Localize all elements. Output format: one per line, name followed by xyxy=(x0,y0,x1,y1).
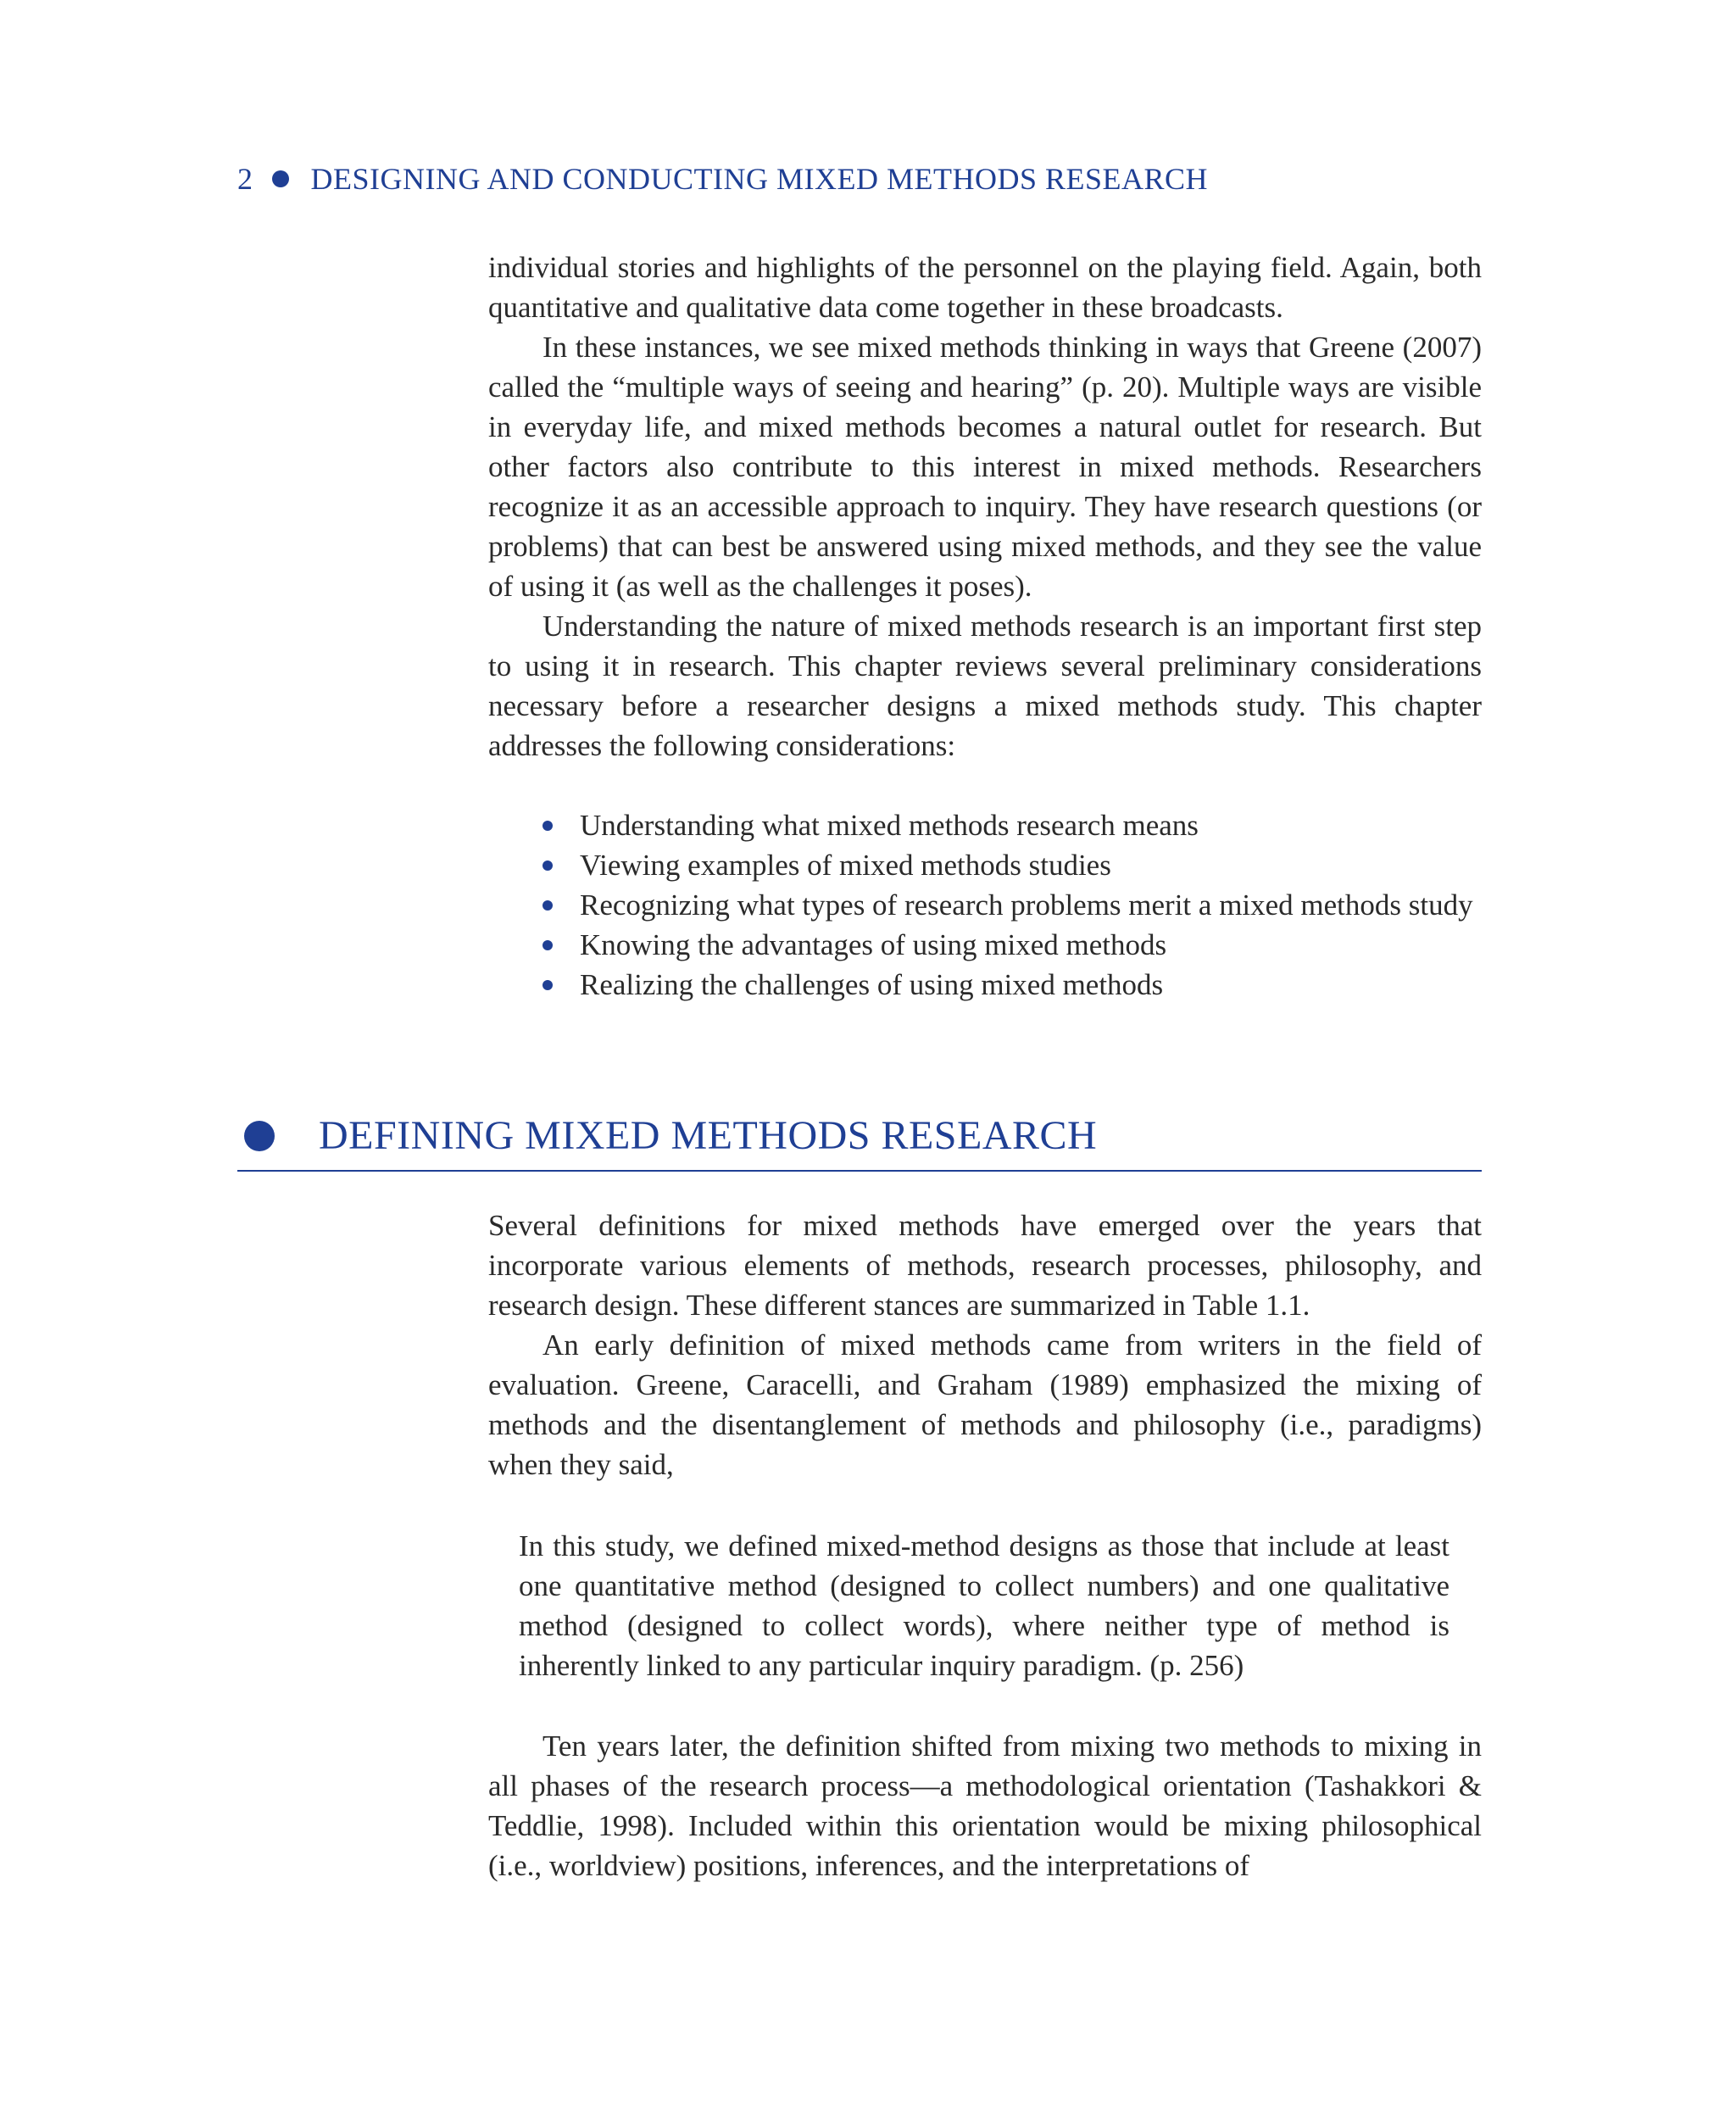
bullet-icon xyxy=(542,821,553,831)
section-text xyxy=(488,1206,1482,1484)
running-head-title: DESIGNING AND CONDUCTING MIXED METHODS RESEARCH xyxy=(310,162,1208,196)
paragraph: An early definition of mixed methods came from writers in the field of evaluation. Greene, Caracelli, and Graham (1989) emphasized the mixing of methods and the disentanglement of methods and philosophy (i.e., paradigms) when they said, xyxy=(488,1328,1482,1481)
paragraph: Several definitions for mixed methods have emerged over the years that incorporate various elements of methods, research processes, philosophy, and research design. These different stances are summarized in Table 1.1. xyxy=(488,1209,1482,1322)
closing-text xyxy=(488,1726,1482,1885)
bullet-icon xyxy=(542,980,553,990)
bullet-icon xyxy=(542,860,553,871)
list-item: Viewing examples of mixed methods studies xyxy=(542,845,1482,885)
list-item: Recognizing what types of research problems merit a mixed methods study xyxy=(542,885,1482,925)
running-head xyxy=(237,161,1208,197)
considerations-list xyxy=(542,805,1482,1005)
page-number: 2 xyxy=(237,162,253,196)
intro-text xyxy=(488,248,1482,766)
block-quote: In this study, we defined mixed-method designs as those that include at least one quantitative method (designed to collect numbers) and one qualitative method (designed to collect words), where neither type of method is inherently linked to any particular inquiry paradigm. (p. 256) xyxy=(519,1529,1449,1682)
section-bullet-icon xyxy=(244,1121,275,1151)
list-item: Knowing the advantages of using mixed methods xyxy=(542,925,1482,965)
paragraph: In these instances, we see mixed methods thinking in ways that Greene (2007) called the “multiple ways of seeing and hearing” (p. 20). Multiple ways are visible in everyday life, and mixed methods becomes a natural outlet for research. But other factors also contribute to this interest in mixed methods. Researchers recognize it as an accessible approach to inquiry. They have research questions (or problems) that can best be answered using mixed methods, and they see the value of using it (as well as the challenges it poses). xyxy=(488,331,1482,603)
list-item: Understanding what mixed methods research means xyxy=(542,805,1482,845)
bullet-icon xyxy=(542,940,553,950)
section-heading xyxy=(237,1102,1482,1172)
list-item: Realizing the challenges of using mixed methods xyxy=(542,965,1482,1005)
section-title: DEFINING MIXED METHODS RESEARCH xyxy=(319,1113,1098,1158)
paragraph: individual stories and highlights of the personnel on the playing field. Again, both quantitative and qualitative data come together in these broadcasts. xyxy=(488,251,1482,324)
running-head-bullet-icon xyxy=(272,170,289,187)
bullet-icon xyxy=(542,900,553,911)
paragraph: Ten years later, the definition shifted from mixing two methods to mixing in all phases of the research process—a methodological orientation (Tashakkori & Teddlie, 1998). Included within this orientation would be mixing philosophical (i.e., worldview) positions, inferences, and the interpretations of xyxy=(488,1729,1482,1882)
paragraph: Understanding the nature of mixed methods research is an important first step to using it in research. This chapter reviews several preliminary considerations necessary before a researcher designs a mixed methods study. This chapter addresses the following considerations: xyxy=(488,610,1482,762)
